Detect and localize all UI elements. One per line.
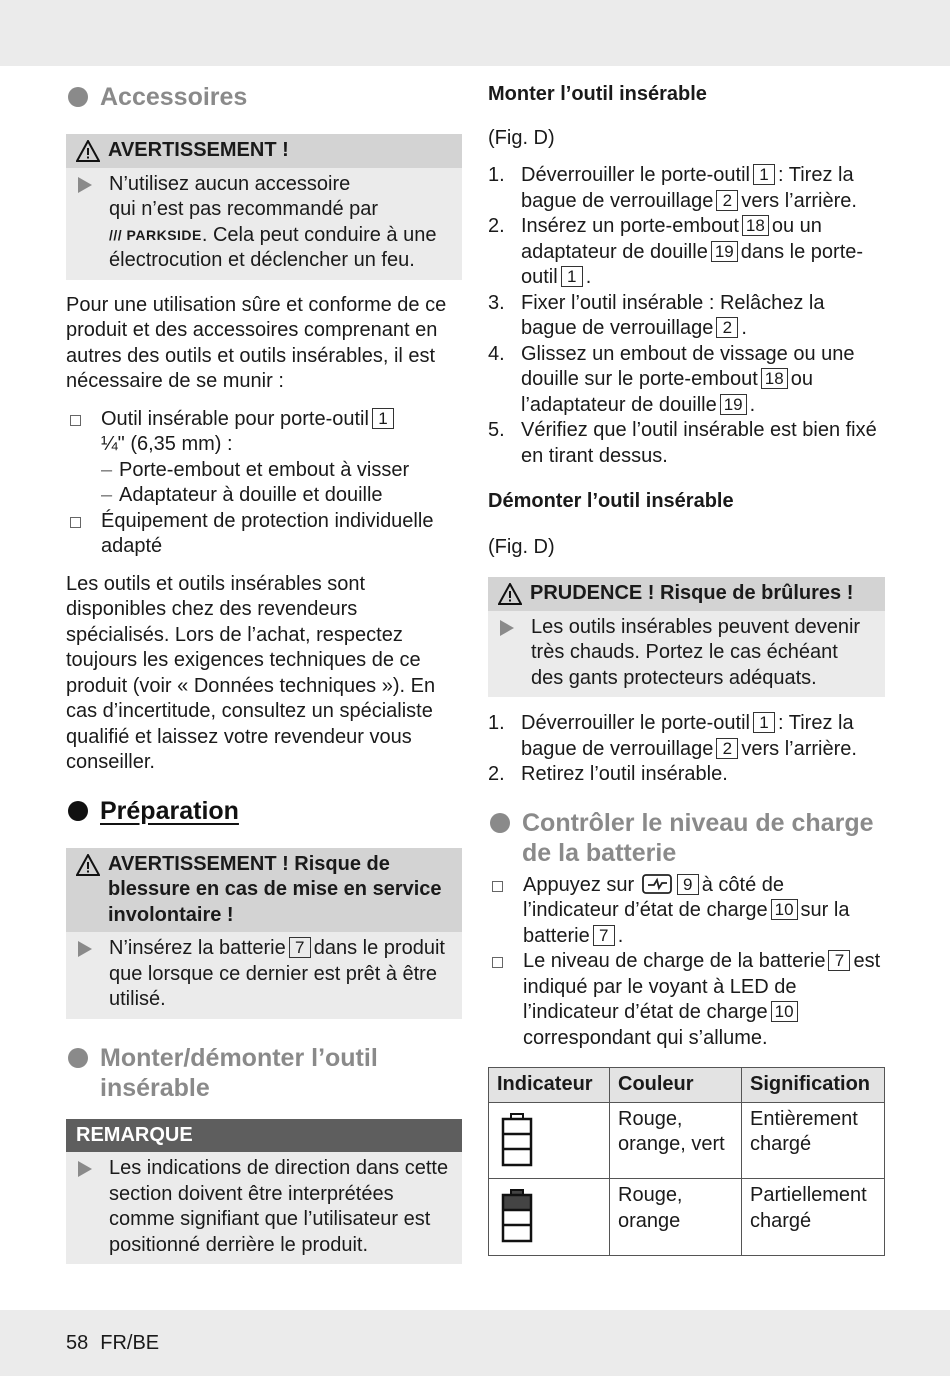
section-title-charge: Contrôler le niveau de charge de la batterie [488,808,885,868]
battery-full-icon [501,1113,533,1167]
arrow-right-icon [78,941,92,957]
arrow-right-icon [78,177,92,193]
list-item: 2. Insérez un porte-embout 18 ou un adaptateur de douille 19 dans le porte-outil 1 . [488,215,864,288]
ref-number: 7 [289,937,311,958]
bullet-dot-icon [68,1048,88,1068]
warning-box-accessoires [66,134,462,280]
ref-number: 19 [711,241,738,262]
page-footer [66,1331,171,1357]
subtitle-demonter: Démonter l’outil insérable [488,490,734,512]
warning-triangle-icon [498,583,522,605]
section-title-accessoires: Accessoires [66,82,462,112]
checkbox-bullet-icon [492,881,503,892]
list-item: 1. Déverrouiller le porte-outil 1 : Tirez la bague de verrouillage 2 vers l’arrière. [488,164,857,212]
list-item: 4. Glissez un embout de vissage ou une douille sur le porte-embout 18 ou l’adaptateur de douille 19 . [488,342,855,416]
ref-number: 10 [771,1001,798,1022]
top-band [0,0,950,66]
column-header: Couleur [610,1068,742,1103]
charge-list [488,873,885,1052]
list-item: 3. Fixer l’outil insérable : Relâchez la bague de verrouillage 2 . [488,291,825,339]
column-header: Indicateur [489,1068,610,1103]
paragraph-retailers: Les outils et outils insérables sont disponibles chez des revendeurs spécialisés. Lors de l’achat, respectez toujours les exigences techniques de ce produit (voir « Données techniques »). En cas d’incertitude, consultez un spécialiste qualifié et laissez votre revendeur vous conseiller. [66,572,436,773]
section-title-monter: Monter/démonter l’outil insérable [66,1043,462,1103]
section-title-preparation: Préparation [66,796,462,826]
table-row [489,1102,885,1179]
table-header-row [489,1068,885,1103]
ref-number: 7 [593,925,615,946]
parkside-logo: /// PARKSIDE [109,226,202,243]
warning-triangle-icon [76,854,100,876]
ref-number: 1 [753,164,775,185]
caution-body: Les outils insérables peuvent devenir très chauds. Portez le cas échéant des gants protecteurs adéquats. [488,611,885,698]
charge-table [488,1067,885,1256]
checkbox-bullet-icon [70,415,81,426]
note-box [66,1119,462,1265]
warning-header: AVERTISSEMENT ! Risque de blessure en cas de mise en service involontaire ! [66,848,462,933]
ref-number: 10 [771,899,798,920]
page-number: 58 [66,1332,89,1354]
battery-check-button-icon [642,874,672,894]
list-item: Appuyez sur 9 à côté de l’indicateur d’état de charge 10 sur la batterie 7 . [488,873,885,950]
checkbox-bullet-icon [70,517,81,528]
meaning-cell: Entièrement chargé [742,1102,885,1179]
table-row [489,1179,885,1256]
fig-ref: (Fig. D) [488,126,555,149]
caution-header: PRUDENCE ! Risque de brûlures ! [488,577,885,611]
right-column [488,80,885,1256]
list-item: 5. Vérifiez que l’outil insérable est bien fixé en tirant dessus. [488,419,877,467]
list-item: 2. Retirez l’outil insérable. [488,763,728,785]
color-cell: Rouge, orange, vert [610,1102,742,1179]
mount-steps [488,163,885,469]
subtitle-monter: Monter l’outil insérable [488,83,707,105]
ref-number: 1 [372,408,394,429]
ref-number: 1 [561,266,583,287]
indicator-cell [489,1179,610,1256]
sub-item: – Adaptateur à douille et douille [101,484,383,506]
list-item: Équipement de protection individuelle adapté [66,509,462,560]
bullet-dot-icon [490,813,510,833]
ref-number: 9 [677,874,699,895]
color-cell: Rouge, orange [610,1179,742,1256]
caution-box [488,577,885,697]
ref-number: 18 [742,215,769,236]
ref-number: 18 [761,368,788,389]
note-header: REMARQUE [66,1119,462,1153]
ref-number: 1 [753,712,775,733]
column-header: Signification [742,1068,885,1103]
note-body: Les indications de direction dans cette section doivent être interprétées comme signifiant que l’utilisateur est positionné derrière le produit. [66,1152,462,1264]
ref-number: 2 [716,317,738,338]
warning-body: N’utilisez aucun accessoire qui n’est pas recommandé par /// PARKSIDE. Cela peut conduire à une électrocution et déclencher un feu. [66,168,462,280]
list-item: 1. Déverrouiller le porte-outil 1 : Tirez la bague de verrouillage 2 vers l’arrière. [488,712,857,760]
fig-ref: (Fig. D) [488,535,555,558]
left-column [66,80,462,1264]
indicator-cell [489,1102,610,1179]
warning-body: N’insérez la batterie 7 dans le produit que lorsque ce dernier est prêt à être utilisé. [66,932,462,1019]
warning-header: AVERTISSEMENT ! [66,134,462,168]
meaning-cell: Partiellement chargé [742,1179,885,1256]
unmount-steps [488,711,885,788]
ref-number: 2 [716,738,738,759]
ref-number: 2 [716,190,738,211]
warning-box-preparation [66,848,462,1019]
ref-number: 7 [828,950,850,971]
equipment-list [66,407,462,560]
list-item: Outil insérable pour porte-outil 1 ¼" (6,35 mm) : [66,407,462,458]
sub-item: – Porte-embout et embout à visser [101,458,410,481]
paragraph-safety: Pour une utilisation sûre et conforme de ce produit et des accessoires comprenant en autres des outils et outils insérables, il est nécessaire de se munir : [66,293,447,392]
checkbox-bullet-icon [492,957,503,968]
arrow-right-icon [500,620,514,636]
battery-partial-icon [501,1189,533,1243]
list-item: Le niveau de charge de la batterie 7 est indiqué par le voyant à LED de l’indicateur d’état de charge 10correspondant qui s’allume. [488,949,885,1051]
warning-triangle-icon [76,140,100,162]
language-code: FR/BE [100,1332,160,1354]
arrow-right-icon [78,1161,92,1177]
bullet-dot-icon [68,87,88,107]
bullet-dot-icon [68,801,88,821]
ref-number: 19 [720,394,747,415]
